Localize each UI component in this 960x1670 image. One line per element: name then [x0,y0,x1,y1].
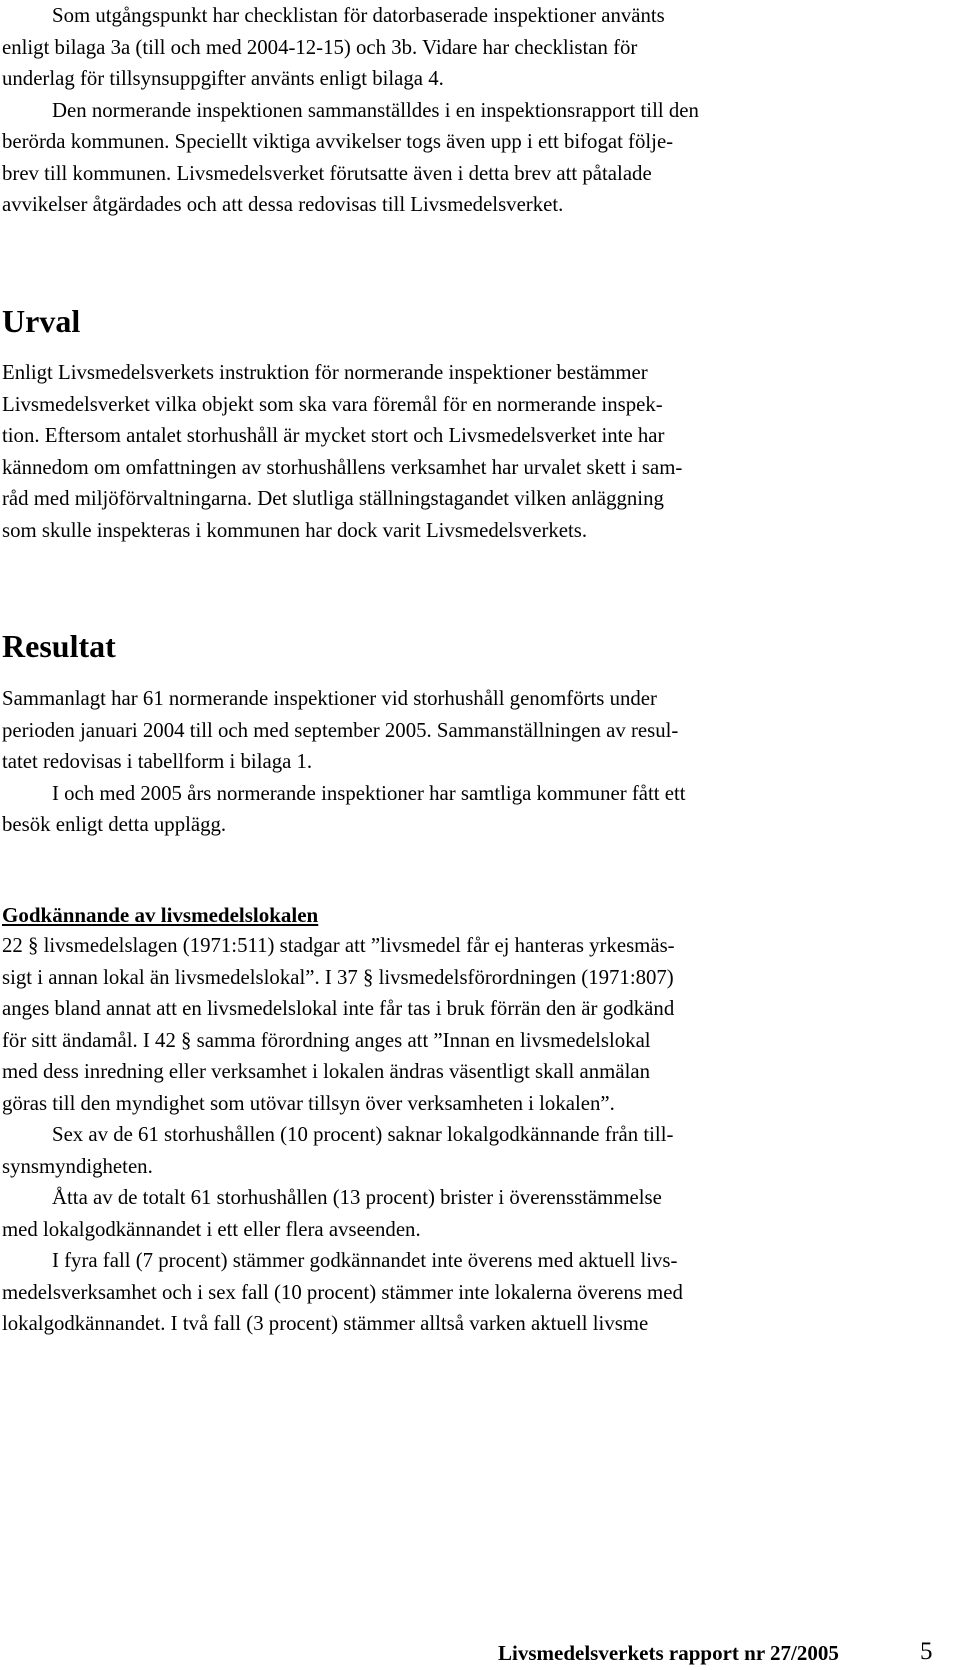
text-line: enligt bilaga 3a (till och med 2004-12-15) och 3b. Vidare har checklistan för [2,35,638,59]
text-line: Sex av de 61 storhushållen (10 procent) saknar lokalgodkännande från till- [52,1123,674,1146]
text-line: kännedom om omfattningen av storhushållens verksamhet har urvalet skett i sam- [2,455,683,479]
text-line: göras till den myndighet som utövar tillsyn över verksamheten i lokalen”. [2,1091,615,1115]
text-line: synsmyndigheten. [2,1154,153,1178]
text-line: I och med 2005 års normerande inspektioner har samtliga kommuner fått ett [52,781,686,805]
urval-section [2,357,920,546]
intro-section [2,0,920,221]
text-line: med lokalgodkännandet i ett eller flera avseenden. [2,1217,421,1241]
text-line: tatet redovisas i tabellform i bilaga 1. [2,750,313,773]
text-line: Livsmedelsverket vilka objekt som ska vara föremål för en normerande inspek- [2,392,663,416]
text-line: Sammanlagt har 61 normerande inspektioner vid storhushåll genomförts under [2,687,657,710]
text-line: råd med miljöförvaltningarna. Det slutliga ställningstagandet vilken anläggning [2,487,664,510]
text-line: lokalgodkännandet. I två fall (3 procent) stämmer alltså varken aktuell livsme [2,1312,649,1335]
text-line: 22 § livsmedelslagen (1971:511) stadgar att ”livsmedel får ej hanteras yrkesmäs- [2,934,675,957]
text-line: I fyra fall (7 procent) stämmer godkännandet inte överens med aktuell livs- [52,1249,678,1272]
text-line: tion. Eftersom antalet storhushåll är mycket stort och Livsmedelsverket inte har [2,424,665,447]
text-line: medelsverksamhet och i sex fall (10 procent) stämmer inte lokalerna överens med [2,1280,683,1304]
text-line: Enligt Livsmedelsverkets instruktion för normerande inspektioner bestämmer [2,361,648,384]
report-footer: Livsmedelsverkets rapport nr 27/2005 [498,1641,839,1665]
text-line: avvikelser åtgärdades och att dessa redovisas till Livsmedelsverket. [2,193,564,216]
godkannande-section [2,930,920,1340]
page-number: 5 [920,1638,933,1665]
text-line: berörda kommunen. Speciellt viktiga avvikelser togs även upp i ett bifogat följe- [2,130,674,153]
text-line: underlag för tillsynsuppgifter använts enligt bilaga 4. [2,67,444,90]
section-heading-urval: Urval [2,303,81,339]
section-heading-resultat: Resultat [2,628,116,664]
text-line: anges bland annat att en livsmedelslokal inte får tas i bruk förrän den är godkänd [2,997,675,1020]
text-line: perioden januari 2004 till och med september 2005. Sammanställningen av resul- [2,718,679,742]
text-line: sigt i annan lokal än livsmedelslokal”. I 37 § livsmedelsförordningen (1971:807) [2,965,674,989]
text-line: Åtta av de totalt 61 storhushållen (13 procent) brister i överensstämmelse [52,1186,662,1209]
text-line: besök enligt detta upplägg. [2,813,227,836]
text-line: för sitt ändamål. I 42 § samma förordning anges att ”Innan en livsmedelslokal [2,1028,651,1052]
text-line: med dess inredning eller verksamhet i lokalen ändras väsentligt skall anmälan [2,1060,650,1083]
resultat-section [2,683,920,841]
subsection-heading-godkannande: Godkännande av livsmedelslokalen [2,903,319,927]
text-line: som skulle inspekteras i kommunen har dock varit Livsmedelsverkets. [2,518,588,542]
text-line: Den normerande inspektionen sammanställdes i en inspektionsrapport till den [52,98,699,122]
text-line: Som utgångspunkt har checklistan för datorbaserade inspektioner använts [52,4,665,27]
text-line: brev till kommunen. Livsmedelsverket förutsatte även i detta brev att påtalade [2,161,652,185]
